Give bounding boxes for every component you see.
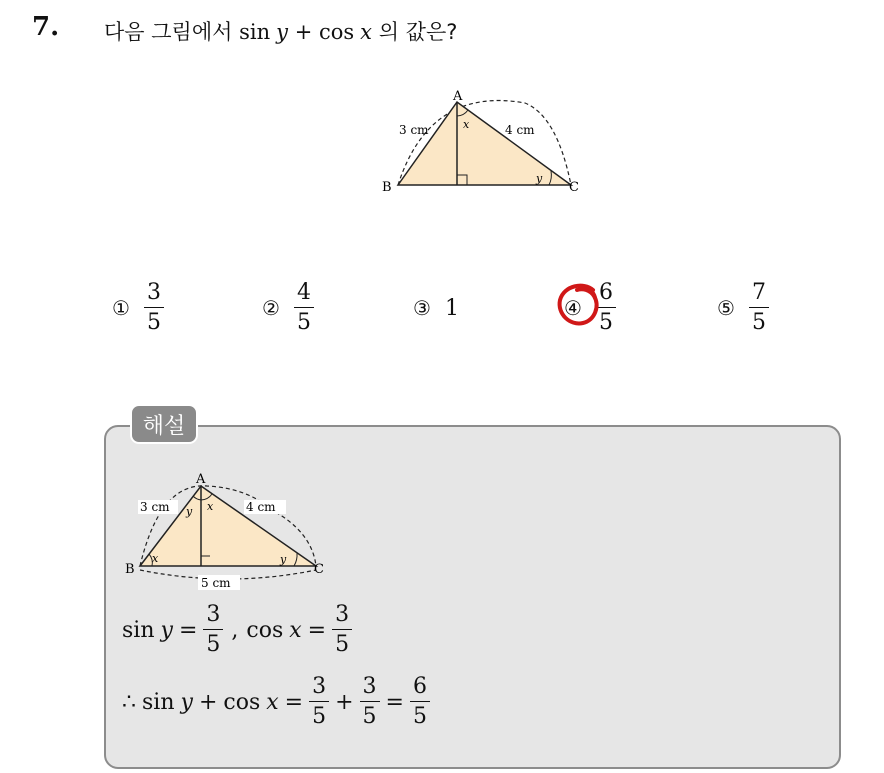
line2-den3: 5 xyxy=(412,704,427,729)
choice-4-denominator: 5 xyxy=(598,310,613,335)
solution-triangle-figure xyxy=(122,470,332,592)
line2-x: x xyxy=(266,689,279,715)
question-number: 7. xyxy=(32,12,60,42)
choice-5-marker: ⑤ xyxy=(717,296,735,320)
line2-den2: 5 xyxy=(362,704,377,729)
line2-plus: + xyxy=(198,689,218,715)
line1-num2: 3 xyxy=(332,604,352,630)
solution-vertex-b-label: B xyxy=(125,562,135,577)
line1-cos: cos xyxy=(246,617,284,643)
expr-x: x xyxy=(360,20,373,44)
line2-fraction-1 xyxy=(309,676,329,728)
side-ac-label: 4 cm xyxy=(505,123,535,137)
solution-side-bc-label: 5 cm xyxy=(201,576,231,590)
line2-equals: = xyxy=(284,689,304,715)
question-suffix: 의 값은? xyxy=(378,20,458,44)
line2-cos: cos xyxy=(223,689,261,715)
solution-tag: 해설 xyxy=(130,404,198,444)
choice-2[interactable] xyxy=(262,276,314,340)
solution-vertex-a-label: A xyxy=(196,472,206,487)
line2-therefore: ∴ xyxy=(122,689,136,715)
line2-y: y xyxy=(180,689,193,715)
expr-sin: sin xyxy=(239,20,271,44)
choice-2-marker: ② xyxy=(262,296,280,320)
choice-5-fraction xyxy=(749,282,769,334)
choice-5[interactable] xyxy=(717,276,769,340)
line1-fraction-1 xyxy=(203,604,223,656)
solution-triangle-abc xyxy=(140,486,316,566)
angle-x-label: x xyxy=(463,118,470,131)
vertex-c-label: C xyxy=(569,180,579,195)
line1-num1: 3 xyxy=(203,604,223,630)
choice-4-marker: ④ xyxy=(564,296,582,320)
line2-sin: sin xyxy=(142,689,175,715)
solution-side-ac-label: 4 cm xyxy=(246,500,276,514)
solution-vertex-c-label: C xyxy=(314,562,324,577)
choice-1[interactable] xyxy=(112,276,164,340)
line2-fraction-2 xyxy=(360,676,380,728)
line2-plus-2: + xyxy=(335,689,354,715)
line2-den1: 5 xyxy=(312,704,327,729)
line2-num3: 6 xyxy=(410,676,430,702)
choice-3-marker: ③ xyxy=(413,296,431,320)
solution-angle-x-label-top: x xyxy=(207,500,214,513)
line1-equals: = xyxy=(178,617,198,643)
expr-plus: + xyxy=(294,20,313,44)
choice-2-denominator: 5 xyxy=(296,310,311,335)
line1-sin: sin xyxy=(122,617,155,643)
angle-y-label: y xyxy=(536,172,543,185)
side-ab-label: 3 cm xyxy=(399,123,429,137)
choice-1-denominator: 5 xyxy=(146,310,161,335)
solution-angle-y-label-bottom: y xyxy=(280,553,287,566)
line1-fraction-2 xyxy=(332,604,352,656)
solution-line-2 xyxy=(122,676,430,728)
choice-2-numerator: 4 xyxy=(294,282,314,308)
line2-num2: 3 xyxy=(360,676,380,702)
line2-fraction-3 xyxy=(410,676,430,728)
choice-3[interactable] xyxy=(413,276,459,340)
solution-line-1 xyxy=(122,604,352,656)
vertex-a-label: A xyxy=(453,89,463,104)
choice-1-marker: ① xyxy=(112,296,130,320)
line1-y: y xyxy=(160,617,173,643)
solution-angle-y-label-top: y xyxy=(186,505,193,518)
triangle-figure xyxy=(375,88,615,203)
expr-y: y xyxy=(276,20,288,44)
line1-x: x xyxy=(289,617,302,643)
choice-3-value: 1 xyxy=(444,295,459,321)
answer-mark-circle-icon xyxy=(556,282,602,328)
question-text xyxy=(104,16,457,46)
line2-num1: 3 xyxy=(309,676,329,702)
choice-1-numerator: 3 xyxy=(144,282,164,308)
choice-1-fraction xyxy=(144,282,164,334)
question-prefix: 다음 그림에서 xyxy=(104,20,233,44)
solution-side-ab-label: 3 cm xyxy=(140,500,170,514)
choice-2-fraction xyxy=(294,282,314,334)
choice-5-numerator: 7 xyxy=(749,282,769,308)
line1-equals-2: = xyxy=(307,617,327,643)
line2-equals-2: = xyxy=(385,689,404,715)
expr-cos: cos xyxy=(318,20,355,44)
choice-4-numerator: 6 xyxy=(596,282,616,308)
line1-comma: , xyxy=(231,617,239,643)
choice-5-denominator: 5 xyxy=(751,310,766,335)
solution-angle-x-label-bottom: x xyxy=(152,552,159,565)
vertex-b-label: B xyxy=(382,180,392,195)
line1-den2: 5 xyxy=(335,632,350,657)
line1-den1: 5 xyxy=(206,632,221,657)
triangle-abc xyxy=(398,102,571,185)
